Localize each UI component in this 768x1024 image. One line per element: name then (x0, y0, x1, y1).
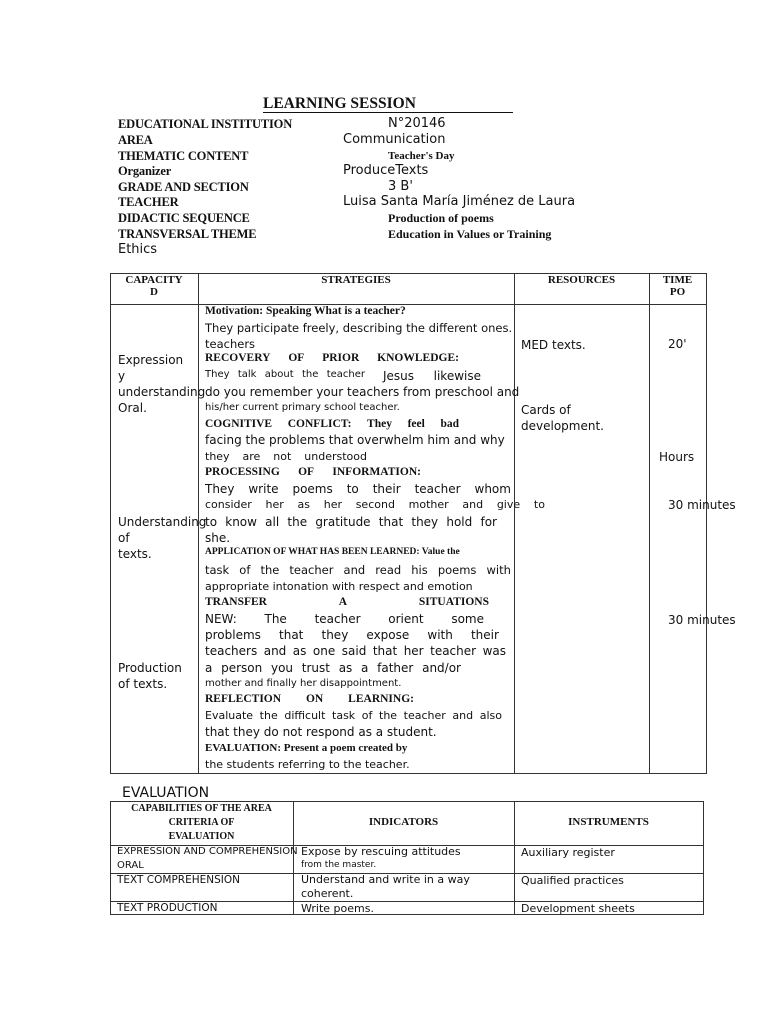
heading-text: : Value the (416, 547, 460, 557)
word: the (379, 709, 398, 722)
strategy-heading-recovery (205, 352, 459, 364)
time-text: Hours (659, 450, 695, 464)
resource-text: Cards of (521, 403, 571, 417)
word: OF (298, 466, 315, 478)
word: with (486, 563, 511, 577)
eval-criteria: ORAL (117, 860, 144, 871)
word: A (338, 596, 348, 608)
word: person (221, 661, 263, 675)
word: the (301, 369, 319, 380)
eval-header-indicators: INDICATORS (368, 816, 439, 828)
word: orient (388, 612, 424, 626)
word: ON (305, 693, 324, 705)
word: teacher (289, 563, 334, 577)
word: LEARNING: (348, 693, 414, 705)
strategy-line: facing the problems that overwhelm him and why (205, 433, 505, 447)
header-label-transversal: TRANSVERSAL THEME (118, 227, 257, 241)
word: for (480, 515, 497, 529)
eval-indicator: Expose by rescuing attitudes (301, 845, 461, 858)
table-col-divider-3 (649, 273, 650, 774)
word: teacher (430, 644, 477, 658)
strategy-line: his/her current primary school teacher. (205, 402, 400, 413)
capacity-text: texts. (118, 547, 152, 561)
word: bad (440, 418, 459, 430)
eval-instrument: Auxiliary register (521, 846, 615, 859)
word: as (338, 661, 353, 675)
word: one (312, 644, 336, 658)
word: to (205, 515, 218, 529)
word: feel (407, 418, 425, 430)
word: said (341, 644, 367, 658)
word: They (367, 418, 392, 430)
strategy-heading-transfer (205, 596, 489, 608)
word: her (265, 498, 284, 511)
resource-text: development. (521, 419, 604, 433)
word: Jesus (383, 369, 415, 383)
strategy-line: They participate freely, describing the different ones. (205, 321, 513, 335)
resource-text: MED texts. (521, 338, 586, 352)
page-title: LEARNING SESSION (263, 95, 416, 112)
word: talk (237, 369, 257, 380)
capacity-text: of texts. (118, 677, 168, 691)
eval-criteria: EXPRESSION AND COMPREHENSION (117, 846, 298, 857)
header-strategies: STRATEGIES (321, 274, 391, 286)
time-text: 20' (668, 337, 687, 351)
time-text: 30 minutes (668, 613, 736, 627)
word: read (375, 563, 402, 577)
word: KNOWLEDGE: (377, 352, 459, 364)
evaluation-heading: EVALUATION (122, 785, 210, 801)
header-label-organizer: Organizer (118, 164, 172, 178)
header-label-teacher: TEACHER (118, 195, 179, 209)
word: with (427, 628, 453, 642)
word: REFLECTION (205, 693, 282, 705)
word: his (411, 563, 428, 577)
word: PRIOR (322, 352, 360, 364)
eval-instrument: Development sheets (521, 902, 635, 915)
word: they (205, 450, 230, 463)
header-label-area: AREA (118, 133, 153, 147)
word: and (343, 563, 366, 577)
word: a (361, 661, 369, 675)
strategy-line (205, 709, 502, 722)
word: her (323, 498, 342, 511)
header-label-grade: GRADE AND SECTION (118, 180, 249, 194)
word: hold (446, 515, 473, 529)
word: teacher (314, 612, 361, 626)
header-value-sequence: Production of poems (388, 211, 494, 225)
header-value-grade: 3 B' (388, 179, 413, 194)
word: their (372, 482, 401, 496)
eval-criteria: TEXT COMPREHENSION (117, 874, 240, 886)
word: to (533, 498, 545, 511)
word: teacher (414, 482, 461, 496)
strategy-line: appropriate intonation with respect and emotion (205, 580, 473, 593)
word: give (496, 498, 521, 511)
word: difficult (284, 709, 326, 722)
header-value-teacher: Luisa Santa María Jiménez de Laura (343, 194, 576, 209)
word: mother (408, 498, 449, 511)
table-col-divider-2 (514, 273, 515, 774)
word: whom (474, 482, 511, 496)
word: They (205, 482, 235, 496)
strategy-heading-conflict (205, 418, 459, 430)
header-capacity-line2: D (150, 286, 158, 298)
capacity-text: Expression (118, 353, 184, 367)
table-header-divider (110, 304, 707, 305)
word: are (242, 450, 261, 463)
word: was (482, 644, 506, 658)
title-underline (263, 112, 513, 113)
header-label-institution: EDUCATIONAL INSTITUTION (118, 117, 293, 131)
word: write (248, 482, 279, 496)
header-time (649, 274, 706, 298)
word: task (205, 563, 230, 577)
word: poems (437, 563, 477, 577)
word: you (270, 661, 294, 675)
strategy-line: teachers (205, 337, 256, 351)
strategy-heading-evaluation: EVALUATION: Present a poem created by (205, 742, 408, 754)
word: of (361, 709, 373, 722)
word: The (264, 612, 287, 626)
strategy-line (205, 644, 506, 658)
word: CONFLICT: (287, 418, 352, 430)
strategy-line: she. (205, 531, 231, 545)
table-border-right (706, 273, 707, 774)
word: and (462, 498, 484, 511)
strategy-line (383, 369, 481, 383)
strategy-heading-reflection (205, 693, 414, 705)
strategy-line (205, 369, 365, 380)
strategy-line (205, 563, 511, 577)
word: as (297, 498, 310, 511)
word: father (377, 661, 414, 675)
word: they (321, 628, 349, 642)
table-border-bottom (110, 773, 707, 774)
word: that (378, 515, 404, 529)
word: they (411, 515, 439, 529)
word: also (479, 709, 502, 722)
word: some (451, 612, 484, 626)
word: a (205, 661, 213, 675)
word: poems (292, 482, 333, 496)
strategy-line (205, 628, 499, 642)
header-line: CAPABILITIES OF THE AREA (131, 803, 272, 814)
word: Evaluate (205, 709, 254, 722)
header-value-institution: N°20146 (388, 116, 446, 131)
word: as (292, 644, 307, 658)
word: of (239, 563, 251, 577)
word: RECOVERY (205, 352, 271, 364)
word: NEW: (205, 612, 237, 626)
capacity-text: understanding (118, 385, 206, 399)
word: that (279, 628, 304, 642)
header-label-sequence: DIDACTIC SEQUENCE (118, 211, 250, 225)
eval-indicator: from the master. (301, 860, 377, 870)
header-value-thematic: Teacher's Day (388, 150, 455, 162)
word: not (273, 450, 292, 463)
word: task (332, 709, 356, 722)
table-border-left (110, 273, 111, 774)
strategy-line (205, 450, 367, 463)
strategy-line: that they do not respond as a student. (205, 725, 437, 739)
heading-text: APPLICATION OF WHAT HAS BEEN LEARNED (205, 547, 417, 557)
strategy-line: Motivation: Speaking What is a teacher? (205, 305, 406, 317)
strategy-line: the students referring to the teacher. (205, 758, 410, 771)
strategy-line (205, 515, 497, 529)
strategy-line (205, 661, 461, 675)
header-time-line1: TIME (662, 274, 693, 286)
header-line: CRITERIA OF (168, 817, 235, 828)
word: her (403, 644, 424, 658)
header-value-ethics: Ethics (118, 242, 158, 257)
strategy-line (205, 612, 484, 626)
word: TRANSFER (205, 596, 267, 608)
header-value-transversal: Education in Values or Training (388, 227, 552, 241)
strategy-heading-application (205, 547, 460, 557)
eval-instrument: Qualified practices (521, 874, 624, 887)
word: the (287, 515, 308, 529)
eval-border-right (703, 801, 704, 915)
word: teacher (326, 369, 365, 380)
word: INFORMATION: (332, 466, 421, 478)
header-value-area: Communication (343, 132, 446, 147)
word: and (452, 709, 474, 722)
strategy-line: do you remember your teachers from preschool and (205, 385, 520, 399)
word: expose (366, 628, 410, 642)
header-value-organizer: ProduceTexts (343, 163, 429, 178)
strategy-heading-processing (205, 466, 421, 478)
capacity-text: Oral. (118, 401, 147, 415)
word: that (372, 644, 398, 658)
word: trust (301, 661, 330, 675)
word: and/or (422, 661, 461, 675)
capacity-text: Production (118, 661, 182, 675)
strategy-line: mother and finally her disappointment. (205, 678, 402, 689)
eval-indicator: Understand and write in a way (301, 873, 470, 886)
eval-indicator: coherent. (301, 887, 354, 900)
capacity-text: Understanding (118, 515, 207, 529)
eval-header-instruments: INSTRUMENTS (568, 816, 649, 828)
header-capacity (110, 274, 198, 298)
header-time-line2: PO (669, 286, 686, 298)
word: understood (304, 450, 367, 463)
word: SITUATIONS (418, 596, 489, 608)
word: about (264, 369, 294, 380)
word: their (470, 628, 499, 642)
word: know (225, 515, 257, 529)
word: COGNITIVE (205, 418, 273, 430)
time-text: 30 minutes (668, 498, 736, 512)
word: likewise (433, 369, 481, 383)
header-line: EVALUATION (168, 831, 235, 842)
eval-criteria: TEXT PRODUCTION (117, 902, 218, 914)
word: second (355, 498, 395, 511)
word: all (265, 515, 280, 529)
word: the (260, 563, 280, 577)
capacity-text: y (118, 369, 126, 383)
strategy-line (205, 482, 511, 496)
eval-header-criteria (110, 802, 293, 844)
strategy-line (205, 498, 545, 511)
word: to (346, 482, 359, 496)
word: teacher (403, 709, 446, 722)
word: PROCESSING (205, 466, 280, 478)
word: teachers (205, 644, 258, 658)
header-capacity-line1: CAPACITY (125, 274, 183, 286)
word: the (259, 709, 278, 722)
word: They (205, 369, 230, 380)
word: and (263, 644, 287, 658)
word: OF (288, 352, 305, 364)
eval-indicator: Write poems. (301, 902, 374, 915)
header-label-thematic: THEMATIC CONTENT (118, 149, 249, 163)
word: gratitude (315, 515, 371, 529)
header-resources: RESOURCES (547, 274, 616, 286)
word: consider (205, 498, 252, 511)
word: problems (205, 628, 261, 642)
capacity-text: of (118, 531, 130, 545)
